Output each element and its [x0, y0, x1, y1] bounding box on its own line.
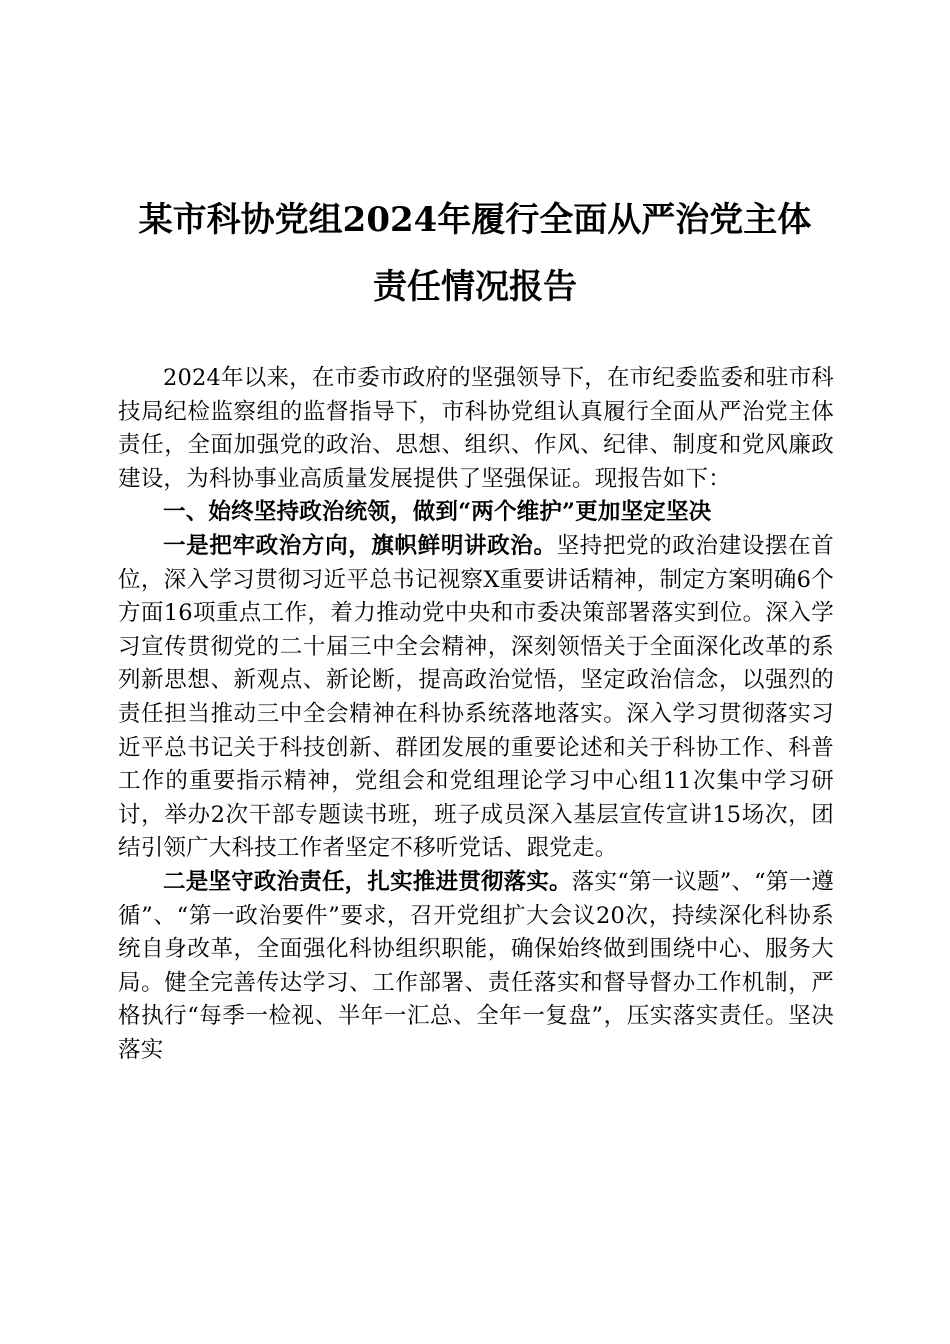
section-heading-1: 一、始终坚持政治统领，做到“两个维护”更加坚定坚决: [163, 499, 712, 526]
point-2-text: 落实“第一议题”、“第一遵循”、“第一政治要件”要求，召开党组扩大会议20次，持续深化科协系统自身改革，全面强化科协组织职能，确保始终做到围绕中心、服务大局。健全完善传达学习、工作部署、责任落实和督导督办工作机制，严格执行“每季一检视、半年一汇总、全年一复盘”，压实落实责任。坚决落实: [118, 868, 835, 1063]
point-1-paragraph: [118, 530, 834, 866]
point-2-lead: 二是坚守政治责任，扎实推进贯彻落实。: [163, 868, 572, 895]
point-1-text: 坚持把党的政治建设摆在首位，深入学习贯彻习近平总书记视察X重要讲话精神，制定方案明确6个方面16项重点工作，着力推动党中央和市委决策部署落实到位。深入学习宣传贯彻党的二十届三中全会精神，深刻领悟关于全面深化改革的系列新思想、新观点、新论断，提高政治觉悟，坚定政治信念，以强烈的责任担当推动三中全会精神在科协系统落地落实。深入学习贯彻落实习近平总书记关于科技创新、群团发展的重要论述和关于科协工作、科普工作的重要指示精神，党组会和党组理论学习中心组11次集中学习研讨，举办2次干部专题读书班，班子成员深入基层宣传宣讲15场次，团结引领广大科技工作者坚定不移听党话、跟党走。: [118, 532, 834, 862]
document-body: [118, 362, 834, 1067]
intro-paragraph: 2024年以来，在市委市政府的坚强领导下，在市纪委监委和驻市科技局纪检监察组的监督指导下，市科协党组认真履行全面从严治党主体责任，全面加强党的政治、思想、组织、作风、纪律、制度和党风廉政建设，为科协事业高质量发展提供了坚强保证。现报告如下：: [118, 365, 834, 492]
point-2-paragraph: [118, 866, 834, 1068]
document-title-line-2: 责任情况报告: [373, 267, 577, 307]
document-title-line-1: 某市科协党组2024年履行全面从严治党主体: [138, 200, 812, 240]
point-1-lead: 一是把牢政治方向，旗帜鲜明讲政治。: [163, 532, 557, 559]
